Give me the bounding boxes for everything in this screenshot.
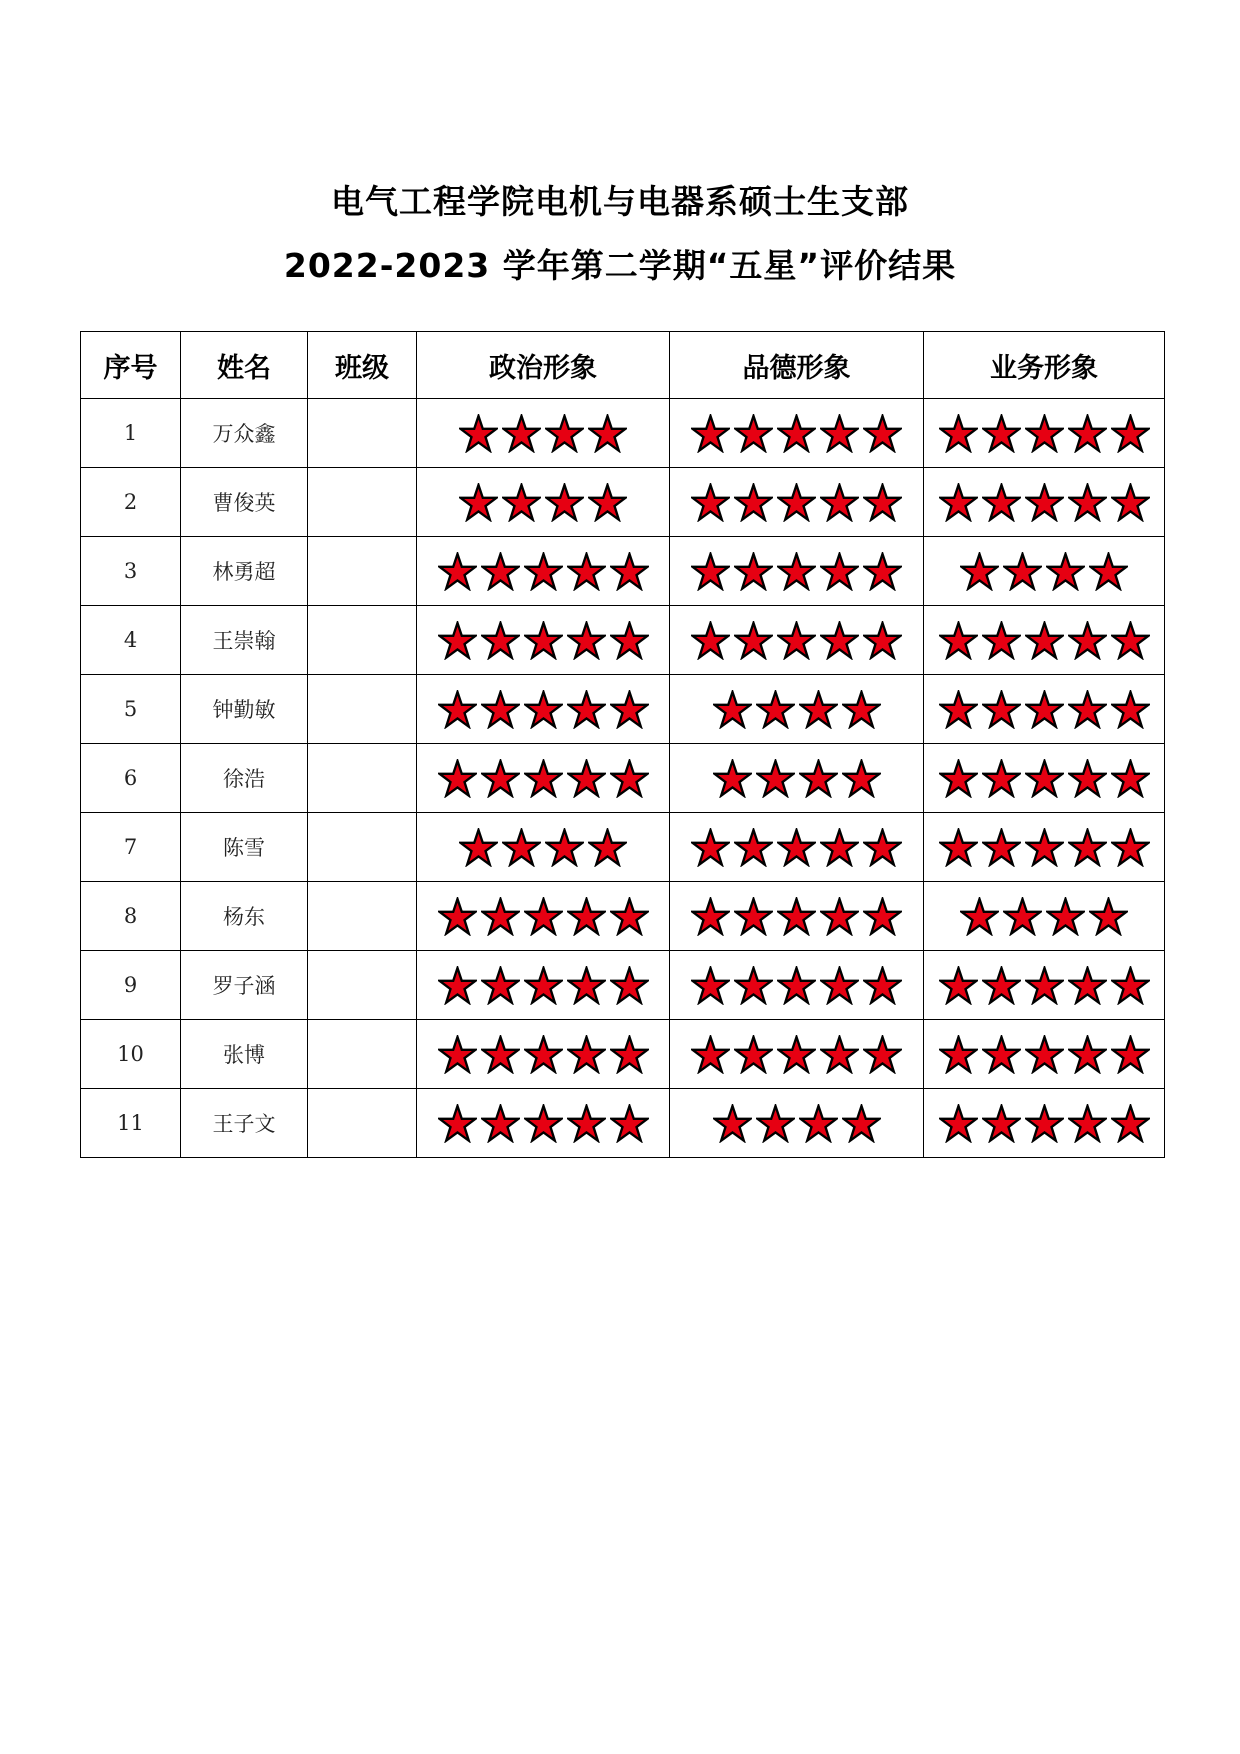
star-icon — [820, 483, 859, 522]
class-cell — [308, 813, 417, 882]
table-row — [81, 951, 1165, 1020]
star-icon — [1025, 690, 1064, 729]
class-cell — [308, 675, 417, 744]
star-rating — [924, 828, 1164, 867]
star-icon — [820, 1035, 859, 1074]
star-icon — [545, 483, 584, 522]
star-icon — [524, 1035, 563, 1074]
star-icon — [982, 621, 1021, 660]
star-icon — [1068, 828, 1107, 867]
student-name-cell: 曹俊英 — [181, 468, 308, 537]
star-icon — [524, 690, 563, 729]
star-rating — [670, 759, 923, 798]
star-icon — [691, 552, 730, 591]
political-rating-cell — [417, 1089, 670, 1158]
star-icon — [1068, 690, 1107, 729]
star-icon — [1111, 966, 1150, 1005]
star-rating — [924, 414, 1164, 453]
header-name: 姓名 — [181, 332, 308, 399]
star-rating — [924, 690, 1164, 729]
class-cell — [308, 744, 417, 813]
star-icon — [567, 1104, 606, 1143]
header-row — [81, 332, 1165, 399]
star-icon — [459, 414, 498, 453]
star-icon — [863, 1035, 902, 1074]
star-icon — [1025, 483, 1064, 522]
table-row — [81, 468, 1165, 537]
star-icon — [982, 966, 1021, 1005]
moral-rating-cell — [670, 744, 924, 813]
star-icon — [691, 1035, 730, 1074]
header-business-image: 业务形象 — [924, 332, 1165, 399]
star-icon — [939, 759, 978, 798]
star-icon — [567, 897, 606, 936]
star-icon — [777, 483, 816, 522]
political-rating-cell — [417, 951, 670, 1020]
star-icon — [1025, 759, 1064, 798]
star-icon — [438, 966, 477, 1005]
political-rating-cell — [417, 675, 670, 744]
star-icon — [610, 759, 649, 798]
star-rating — [417, 759, 669, 798]
moral-rating-cell — [670, 399, 924, 468]
star-icon — [1068, 1035, 1107, 1074]
star-icon — [777, 414, 816, 453]
star-icon — [459, 483, 498, 522]
star-icon — [610, 1104, 649, 1143]
header-class: 班级 — [308, 332, 417, 399]
star-icon — [691, 828, 730, 867]
star-icon — [481, 897, 520, 936]
student-name-cell: 张博 — [181, 1020, 308, 1089]
business-rating-cell — [924, 606, 1165, 675]
star-icon — [734, 483, 773, 522]
business-rating-cell — [924, 744, 1165, 813]
table-row — [81, 1020, 1165, 1089]
class-cell — [308, 1020, 417, 1089]
star-icon — [863, 552, 902, 591]
star-icon — [863, 897, 902, 936]
star-rating — [924, 1104, 1164, 1143]
star-icon — [1111, 759, 1150, 798]
star-icon — [1068, 621, 1107, 660]
business-rating-cell — [924, 1089, 1165, 1158]
star-icon — [438, 897, 477, 936]
class-cell — [308, 882, 417, 951]
student-name-cell: 林勇超 — [181, 537, 308, 606]
star-icon — [481, 1035, 520, 1074]
row-number-cell: 10 — [81, 1020, 181, 1089]
star-icon — [610, 1035, 649, 1074]
star-icon — [734, 1035, 773, 1074]
star-icon — [1025, 414, 1064, 453]
business-rating-cell — [924, 675, 1165, 744]
star-rating — [670, 897, 923, 936]
star-icon — [842, 690, 881, 729]
row-number-cell: 11 — [81, 1089, 181, 1158]
star-icon — [734, 828, 773, 867]
political-rating-cell — [417, 468, 670, 537]
star-icon — [939, 690, 978, 729]
star-icon — [691, 414, 730, 453]
row-number-cell: 3 — [81, 537, 181, 606]
star-icon — [799, 759, 838, 798]
star-rating — [417, 483, 669, 522]
star-icon — [567, 759, 606, 798]
star-icon — [1003, 897, 1042, 936]
star-rating — [670, 828, 923, 867]
student-name-cell: 杨东 — [181, 882, 308, 951]
star-icon — [734, 414, 773, 453]
star-icon — [939, 621, 978, 660]
student-name-cell: 王崇翰 — [181, 606, 308, 675]
star-icon — [545, 828, 584, 867]
star-icon — [939, 966, 978, 1005]
table-row — [81, 675, 1165, 744]
moral-rating-cell — [670, 1020, 924, 1089]
student-name-cell: 万众鑫 — [181, 399, 308, 468]
business-rating-cell — [924, 399, 1165, 468]
star-icon — [863, 966, 902, 1005]
star-icon — [691, 621, 730, 660]
star-icon — [524, 759, 563, 798]
student-name-cell: 王子文 — [181, 1089, 308, 1158]
star-icon — [567, 1035, 606, 1074]
star-icon — [481, 966, 520, 1005]
star-icon — [502, 828, 541, 867]
star-icon — [610, 621, 649, 660]
star-icon — [691, 483, 730, 522]
star-icon — [734, 552, 773, 591]
moral-rating-cell — [670, 537, 924, 606]
star-icon — [481, 690, 520, 729]
star-icon — [481, 621, 520, 660]
student-name-cell: 罗子涵 — [181, 951, 308, 1020]
star-icon — [820, 828, 859, 867]
row-number-cell: 8 — [81, 882, 181, 951]
star-icon — [982, 690, 1021, 729]
star-icon — [1068, 966, 1107, 1005]
political-rating-cell — [417, 399, 670, 468]
star-rating — [924, 966, 1164, 1005]
business-rating-cell — [924, 882, 1165, 951]
star-icon — [734, 966, 773, 1005]
business-rating-cell — [924, 468, 1165, 537]
table-row — [81, 1089, 1165, 1158]
star-icon — [1068, 483, 1107, 522]
star-rating — [417, 1104, 669, 1143]
star-icon — [1111, 621, 1150, 660]
star-rating — [924, 621, 1164, 660]
business-rating-cell — [924, 537, 1165, 606]
class-cell — [308, 468, 417, 537]
moral-rating-cell — [670, 813, 924, 882]
star-rating — [670, 414, 923, 453]
class-cell — [308, 399, 417, 468]
star-icon — [1025, 828, 1064, 867]
political-rating-cell — [417, 744, 670, 813]
star-icon — [777, 897, 816, 936]
star-icon — [777, 552, 816, 591]
star-icon — [524, 966, 563, 1005]
moral-rating-cell — [670, 606, 924, 675]
star-icon — [939, 828, 978, 867]
star-icon — [777, 828, 816, 867]
star-rating — [670, 690, 923, 729]
star-icon — [610, 897, 649, 936]
moral-rating-cell — [670, 468, 924, 537]
star-rating — [417, 552, 669, 591]
political-rating-cell — [417, 537, 670, 606]
star-icon — [820, 897, 859, 936]
star-rating — [924, 552, 1164, 591]
star-icon — [939, 1035, 978, 1074]
star-icon — [1111, 1035, 1150, 1074]
star-icon — [982, 1104, 1021, 1143]
star-rating — [670, 1035, 923, 1074]
business-rating-cell — [924, 813, 1165, 882]
star-icon — [982, 483, 1021, 522]
star-rating — [417, 414, 669, 453]
table-row — [81, 882, 1165, 951]
star-icon — [1068, 1104, 1107, 1143]
star-icon — [438, 621, 477, 660]
star-icon — [1025, 1104, 1064, 1143]
star-icon — [438, 759, 477, 798]
star-icon — [1025, 621, 1064, 660]
star-rating — [417, 828, 669, 867]
star-icon — [588, 828, 627, 867]
star-icon — [567, 621, 606, 660]
political-rating-cell — [417, 882, 670, 951]
table-row — [81, 813, 1165, 882]
political-rating-cell — [417, 1020, 670, 1089]
moral-rating-cell — [670, 951, 924, 1020]
header-political-image: 政治形象 — [417, 332, 670, 399]
star-icon — [588, 483, 627, 522]
star-rating — [417, 621, 669, 660]
star-icon — [1111, 414, 1150, 453]
star-icon — [756, 759, 795, 798]
star-icon — [1111, 690, 1150, 729]
star-icon — [960, 897, 999, 936]
star-rating — [670, 552, 923, 591]
star-icon — [524, 552, 563, 591]
star-icon — [481, 552, 520, 591]
business-rating-cell — [924, 951, 1165, 1020]
star-rating — [924, 1035, 1164, 1074]
business-rating-cell — [924, 1020, 1165, 1089]
star-icon — [438, 1104, 477, 1143]
star-icon — [863, 483, 902, 522]
student-name-cell: 徐浩 — [181, 744, 308, 813]
moral-rating-cell — [670, 882, 924, 951]
star-icon — [1046, 552, 1085, 591]
star-icon — [713, 1104, 752, 1143]
star-icon — [863, 828, 902, 867]
star-icon — [820, 621, 859, 660]
star-icon — [438, 1035, 477, 1074]
star-icon — [799, 1104, 838, 1143]
star-rating — [417, 1035, 669, 1074]
star-icon — [502, 414, 541, 453]
star-icon — [777, 1035, 816, 1074]
table-row — [81, 399, 1165, 468]
header-moral-image: 品德形象 — [670, 332, 924, 399]
row-number-cell: 9 — [81, 951, 181, 1020]
star-icon — [481, 1104, 520, 1143]
star-icon — [756, 690, 795, 729]
star-icon — [502, 483, 541, 522]
row-number-cell: 5 — [81, 675, 181, 744]
star-icon — [982, 414, 1021, 453]
star-icon — [1046, 897, 1085, 936]
star-icon — [939, 1104, 978, 1143]
star-icon — [459, 828, 498, 867]
star-icon — [1025, 1035, 1064, 1074]
document-subtitle: 2022-2023 学年第二学期“五星”评价结果 — [283, 246, 957, 285]
star-rating — [670, 621, 923, 660]
star-icon — [820, 966, 859, 1005]
star-icon — [777, 966, 816, 1005]
table-row — [81, 606, 1165, 675]
star-icon — [610, 690, 649, 729]
row-number-cell: 6 — [81, 744, 181, 813]
star-icon — [863, 414, 902, 453]
star-icon — [982, 759, 1021, 798]
star-icon — [567, 690, 606, 729]
star-icon — [734, 621, 773, 660]
star-icon — [756, 1104, 795, 1143]
star-icon — [863, 621, 902, 660]
star-icon — [524, 897, 563, 936]
star-icon — [438, 552, 477, 591]
star-icon — [610, 552, 649, 591]
star-icon — [610, 966, 649, 1005]
star-icon — [588, 414, 627, 453]
star-icon — [481, 759, 520, 798]
class-cell — [308, 606, 417, 675]
star-icon — [691, 966, 730, 1005]
political-rating-cell — [417, 606, 670, 675]
star-icon — [799, 690, 838, 729]
student-name-cell: 陈雪 — [181, 813, 308, 882]
star-icon — [1089, 552, 1128, 591]
star-icon — [1111, 483, 1150, 522]
star-rating — [670, 483, 923, 522]
moral-rating-cell — [670, 1089, 924, 1158]
star-icon — [842, 759, 881, 798]
star-icon — [1068, 414, 1107, 453]
star-icon — [1089, 897, 1128, 936]
star-icon — [545, 414, 584, 453]
star-icon — [1111, 1104, 1150, 1143]
star-icon — [567, 552, 606, 591]
star-icon — [939, 483, 978, 522]
results-table — [80, 331, 1165, 1158]
political-rating-cell — [417, 813, 670, 882]
moral-rating-cell — [670, 675, 924, 744]
star-icon — [438, 690, 477, 729]
star-rating — [670, 966, 923, 1005]
star-icon — [1068, 759, 1107, 798]
star-icon — [1003, 552, 1042, 591]
student-name-cell: 钟勤敏 — [181, 675, 308, 744]
row-number-cell: 1 — [81, 399, 181, 468]
star-icon — [820, 414, 859, 453]
header-no: 序号 — [81, 332, 181, 399]
star-icon — [567, 966, 606, 1005]
star-rating — [417, 897, 669, 936]
star-icon — [713, 690, 752, 729]
star-icon — [524, 621, 563, 660]
row-number-cell: 7 — [81, 813, 181, 882]
star-icon — [842, 1104, 881, 1143]
table-row — [81, 537, 1165, 606]
class-cell — [308, 537, 417, 606]
star-icon — [960, 552, 999, 591]
star-rating — [924, 483, 1164, 522]
class-cell — [308, 951, 417, 1020]
star-icon — [777, 621, 816, 660]
star-icon — [524, 1104, 563, 1143]
star-rating — [924, 897, 1164, 936]
star-icon — [691, 897, 730, 936]
star-icon — [939, 414, 978, 453]
star-rating — [417, 690, 669, 729]
star-icon — [713, 759, 752, 798]
table-row — [81, 744, 1165, 813]
class-cell — [308, 1089, 417, 1158]
star-icon — [982, 828, 1021, 867]
results-table-body — [81, 399, 1165, 1158]
document-title: 电气工程学院电机与电器系硕士生支部 — [331, 182, 909, 221]
star-icon — [1025, 966, 1064, 1005]
row-number-cell: 4 — [81, 606, 181, 675]
star-icon — [820, 552, 859, 591]
star-rating — [924, 759, 1164, 798]
star-rating — [417, 966, 669, 1005]
star-icon — [1111, 828, 1150, 867]
star-rating — [670, 1104, 923, 1143]
row-number-cell: 2 — [81, 468, 181, 537]
table-header — [81, 332, 1165, 399]
star-icon — [982, 1035, 1021, 1074]
star-icon — [734, 897, 773, 936]
